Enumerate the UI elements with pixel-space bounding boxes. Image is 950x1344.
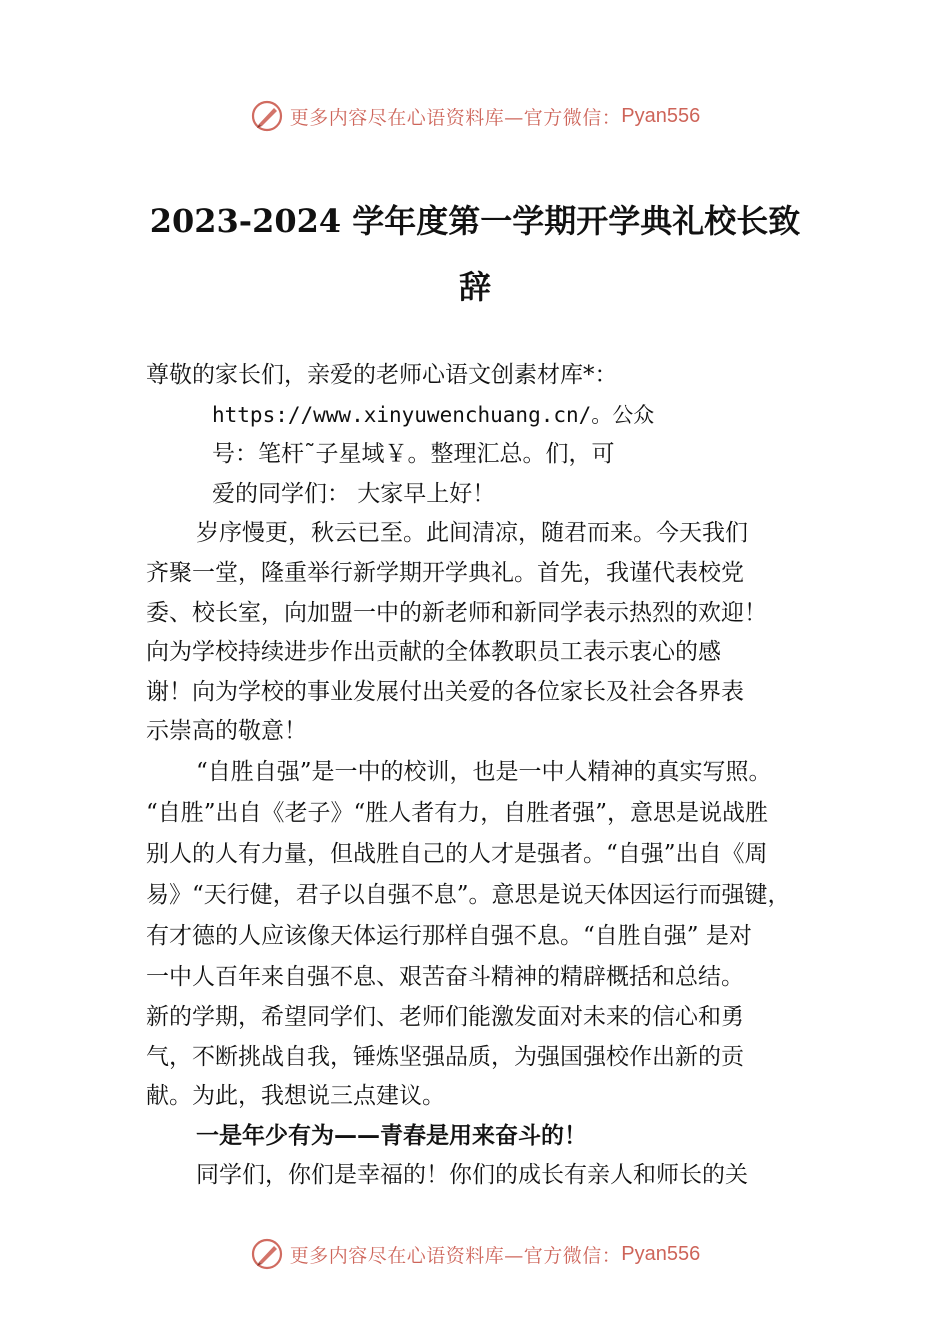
- pen-logo-icon: [250, 1237, 284, 1271]
- section-heading: 一是年少有为——青春是用来奋斗的！: [196, 1122, 587, 1149]
- body-line: 齐聚一堂，隆重举行新学期开学典礼。首先，我谨代表校党: [146, 559, 744, 586]
- watermark-banner-top: [0, 96, 950, 136]
- body-line: 新的学期，希望同学们、老师们能激发面对未来的信心和勇: [146, 1003, 744, 1030]
- body-line: 气，不断挑战自我，锤炼坚强品质，为强国强校作出新的贡: [146, 1043, 744, 1070]
- body-line: 别人的人有力量，但战胜自己的人才是强者。“自强”出自《周: [146, 840, 768, 867]
- watermark-text: 更多内容尽在心语资料库—官方微信：: [289, 106, 622, 129]
- body-line: 向为学校持续进步作出贡献的全体教职员工表示衷心的感: [146, 639, 721, 666]
- body-line: 爱的同学们： 大家早上好！: [212, 480, 496, 507]
- document-title: [140, 188, 810, 320]
- watermark-id: Pyan556: [621, 104, 701, 127]
- watermark-id: Pyan556: [621, 1242, 701, 1265]
- body-line: 委、校长室，向加盟一中的新老师和新同学表示热烈的欢迎！: [146, 599, 767, 626]
- body-line: 有才德的人应该像天体运行那样自强不息。“自胜自强” 是对: [146, 922, 752, 949]
- body-line: 示崇高的敬意！: [146, 718, 307, 745]
- salutation-line: 尊敬的家长们，亲爱的老师心语文创素材库*：: [146, 362, 618, 388]
- watermark-banner-bottom: [0, 1234, 950, 1274]
- paragraph-start: “自胜自强”是一中的校训，也是一中人精神的真实写照。: [196, 758, 772, 785]
- watermark-text: 更多内容尽在心语资料库—官方微信：: [289, 1244, 622, 1267]
- body-line: 谢！向为学校的事业发展付出关爱的各位家长及社会各界表: [146, 678, 744, 705]
- paragraph-start: 岁序慢更，秋云已至。此间清凉，随君而来。今天我们: [196, 520, 748, 547]
- title-line-2: 辞: [458, 268, 491, 306]
- body-line: 献。为此，我想说三点建议。: [146, 1083, 445, 1110]
- pen-logo-icon: [250, 99, 284, 133]
- body-line: https://www.xinyuwenchuang.cn/。公众: [212, 402, 655, 427]
- body-line: 一中人百年来自强不息、艰苦奋斗精神的精辟概括和总结。: [146, 963, 744, 990]
- title-line-1: 2023-2024 学年度第一学期开学典礼校长致: [149, 202, 801, 240]
- body-line: 易》“天行健，君子以自强不息”。意思是说天体因运行而强键，: [146, 881, 791, 908]
- body-line: 号：笔杆˜子星域￥。整理汇总。们，可: [212, 441, 615, 468]
- body-line: “自胜”出自《老子》“胜人者有力，自胜者强”，意思是说战胜: [146, 799, 769, 826]
- paragraph-start: 同学们，你们是幸福的！你们的成长有亲人和师长的关: [196, 1162, 748, 1189]
- document-body: [146, 356, 816, 1196]
